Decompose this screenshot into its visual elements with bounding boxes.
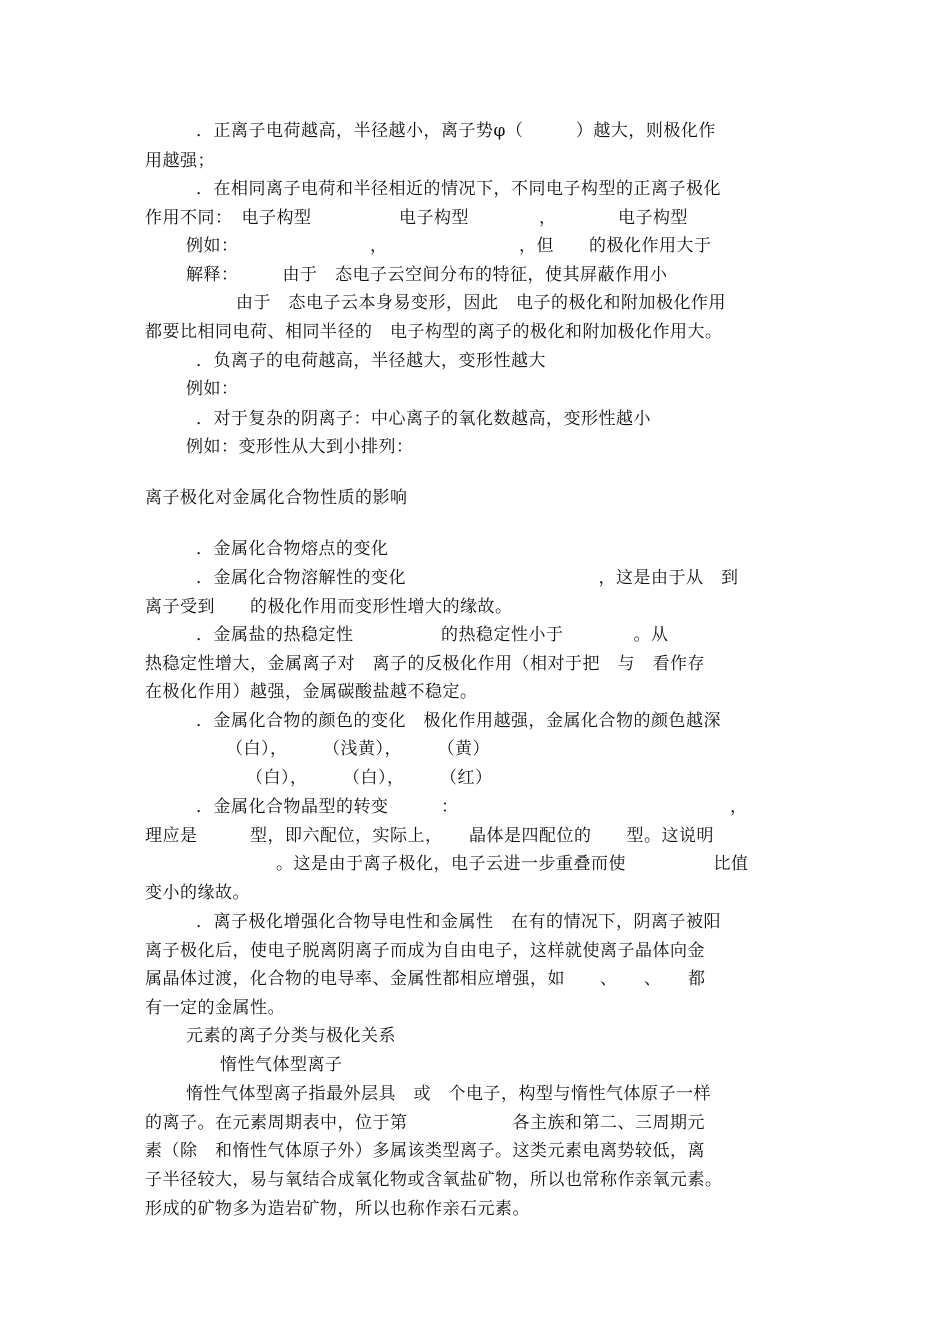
text-line: 素（除 和惰性气体原子外）多属该类型离子。这类元素电离势较低，离: [145, 1141, 705, 1161]
text-line: 变小的缘故。: [145, 883, 250, 903]
text-line: ．在相同离子电荷和半径相近的情况下，不同电子构型的正离子极化: [196, 179, 721, 199]
text-line: 例如： ， ，但 的极化作用大于: [186, 236, 712, 256]
text-line: ．金属化合物溶解性的变化 ，这是由于从 到: [196, 568, 739, 588]
text-line: 属晶体过渡，化合物的电导率、金属性都相应增强，如 、 、 都: [145, 969, 706, 989]
text-line: 由于 态电子云本身易变形，因此 电子的极化和附加极化作用: [236, 293, 726, 313]
section-heading: 元素的离子分类与极化关系: [186, 1026, 396, 1046]
text-line: 离子极化后，使电子脱离阴离子而成为自由电子，这样就使离子晶体向金: [145, 941, 705, 961]
text-line: ．金属化合物熔点的变化: [196, 539, 389, 559]
text-line: ．金属化合物晶型的转变 ： ，: [196, 797, 748, 817]
text-line: 用越强；: [145, 151, 215, 171]
text-line: 例如：变形性从大到小排列：: [186, 437, 414, 457]
subsection-heading: 惰性气体型离子: [220, 1055, 343, 1075]
text-line: ．金属化合物的颜色的变化 极化作用越强，金属化合物的颜色越深: [196, 711, 721, 731]
text-line: 离子受到 的极化作用而变形性增大的缘故。: [145, 597, 513, 617]
text-line: 例如：: [186, 379, 239, 399]
text-line: ．对于复杂的阴离子：中心离子的氧化数越高，变形性越小: [196, 409, 651, 429]
text-line: ．正离子电荷越高，半径越小，离子势φ（ ）越大，则极化作: [196, 121, 716, 141]
section-heading: 离子极化对金属化合物性质的影响: [145, 488, 408, 508]
text-line: 的离子。在元素周期表中，位于第 各主族和第二、三周期元: [145, 1113, 705, 1133]
text-line: 热稳定性增大，金属离子对 离子的反极化作用（相对于把 与 看作存: [145, 654, 705, 674]
text-line: （白）， （白）， （红）: [246, 768, 493, 788]
text-line: 有一定的金属性。: [145, 998, 285, 1018]
text-line: 。这是由于离子极化，电子云进一步重叠而使 比值: [276, 854, 749, 874]
text-line: ．负离子的电荷越高，半径越大，变形性越大: [196, 351, 546, 371]
text-line: 子半径较大，易与氧结合成氧化物或含氧盐矿物，所以也常称作亲氧元素。: [145, 1170, 723, 1190]
text-line: ．离子极化增强化合物导电性和金属性 在有的情况下，阴离子被阳: [196, 912, 721, 932]
text-line: 形成的矿物多为造岩矿物，所以也称作亲石元素。: [145, 1199, 530, 1219]
text-line: 理应是 型，即六配位，实际上， 晶体是四配位的 型。这说明: [145, 826, 714, 846]
text-line: ．金属盐的热稳定性 的热稳定性小于 。从: [196, 625, 669, 645]
text-line: 解释： 由于 态电子云空间分布的特征，使其屏蔽作用小: [186, 265, 668, 285]
text-line: 都要比相同电荷、相同半径的 电子构型的离子的极化和附加极化作用大。: [145, 322, 723, 342]
text-line: （白）， （浅黄）， （黄）: [226, 739, 490, 759]
text-line: 惰性气体型离子指最外层具 或 个电子，构型与惰性气体原子一样: [186, 1084, 711, 1104]
text-line: 作用不同： 电子构型 电子构型 ， 电子构型: [145, 208, 688, 228]
text-line: 在极化作用）越强，金属碳酸盐越不稳定。: [145, 682, 478, 702]
